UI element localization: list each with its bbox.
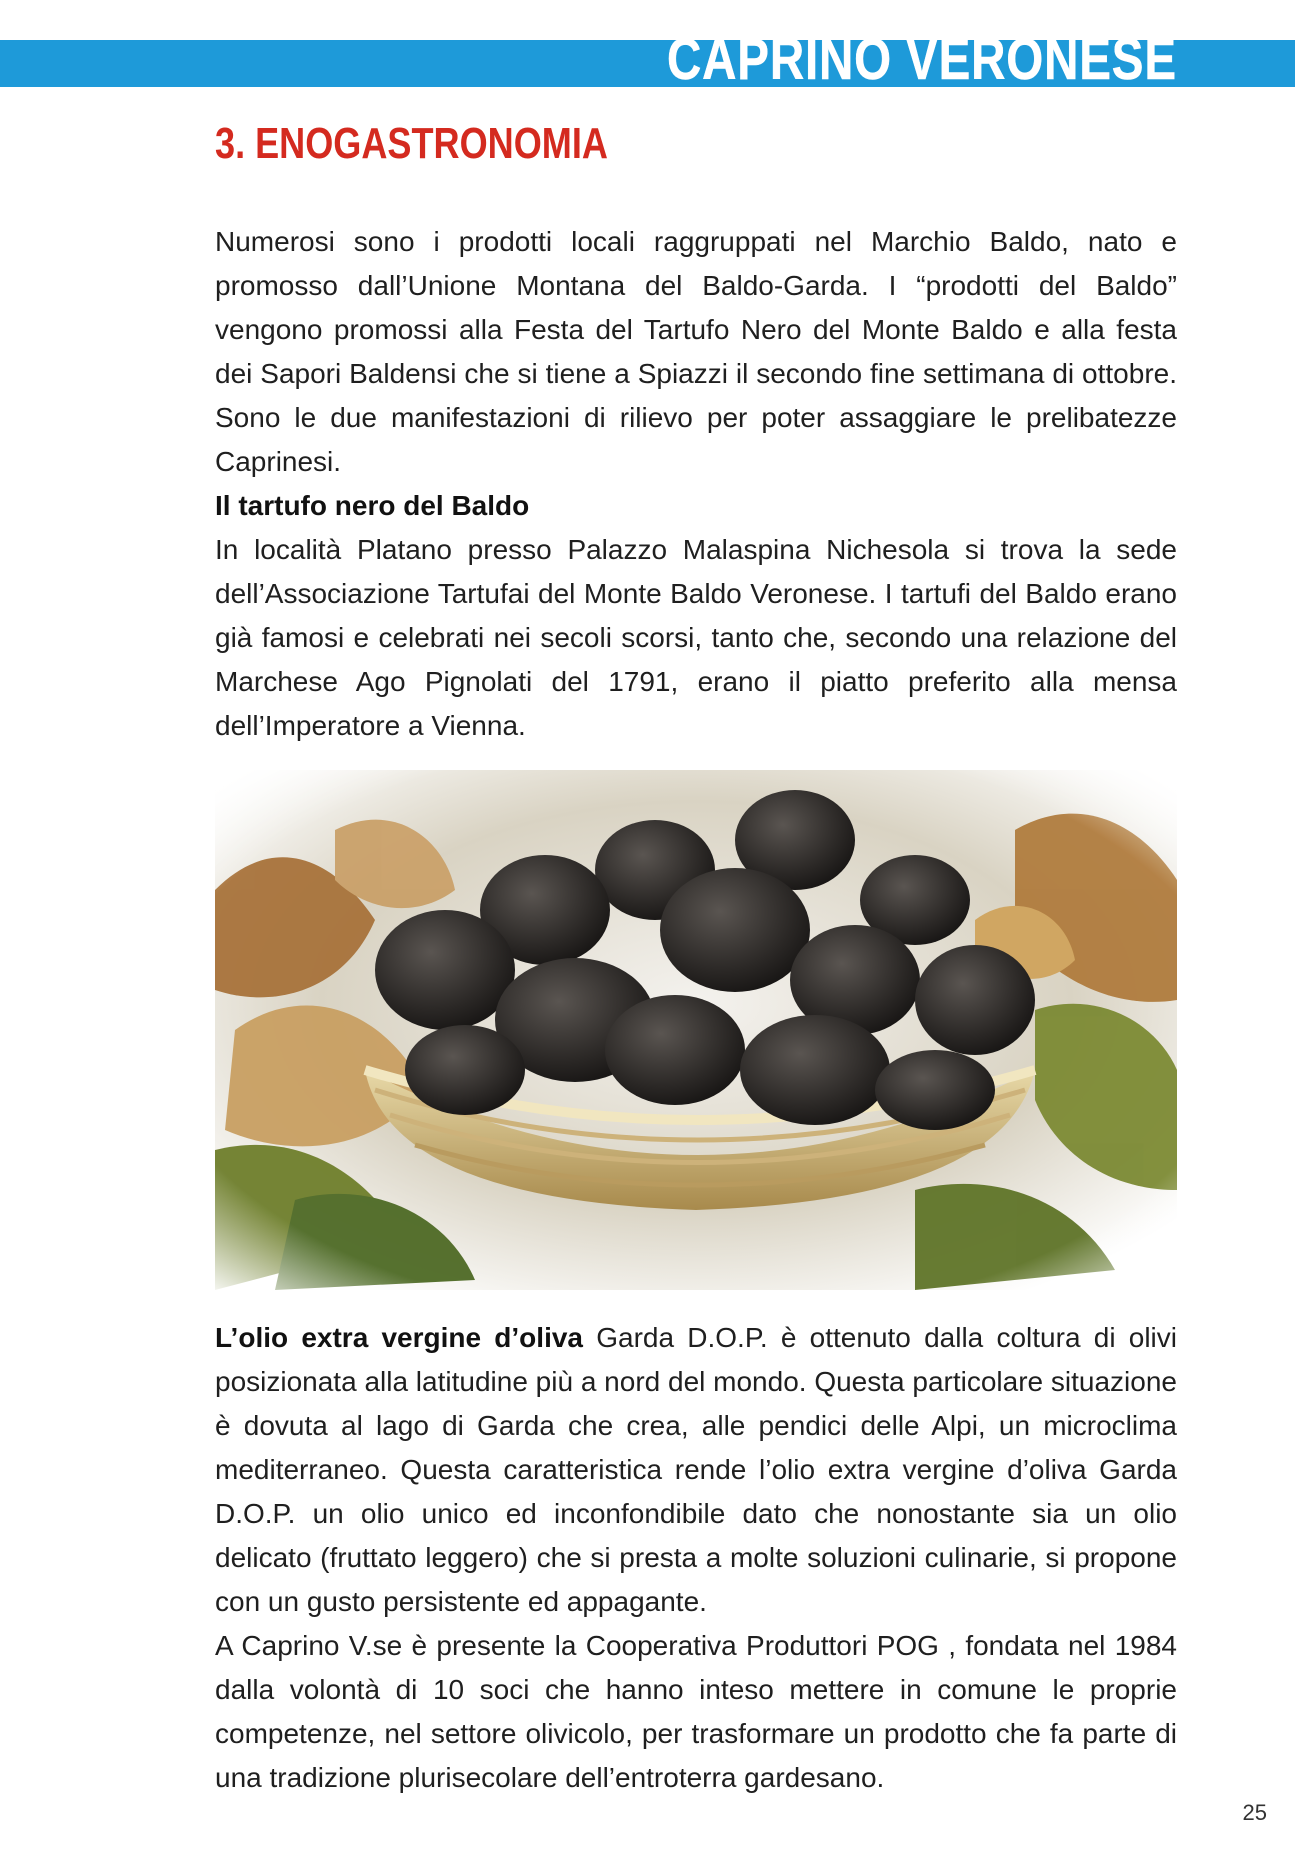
tartufo-section — [215, 484, 1177, 748]
tartufo-text: In località Platano presso Palazzo Malaspina Nichesola si trova la sede dell’Associazione Tartufai del Monte Baldo Veronese. I tartufi del Baldo erano già famosi e celebrati nei secoli scorsi, tanto che, secondo una relazione del Marchese Ago Pignolati del 1791, erano il piatto preferito alla mensa dell’Imperatore a Vienna. — [215, 534, 1177, 741]
intro-text: Numerosi sono i prodotti locali raggruppati nel Marchio Baldo, nato e promosso dall’Unione Montana del Baldo-Garda. I “prodotti del Baldo” vengono promossi alla Festa del Tartufo Nero del Monte Baldo e alla festa dei Sapori Baldensi che si tiene a Spiazzi il secondo fine settimana di ottobre. Sono le due manifestazioni di rilievo per poter assaggiare le prelibatezze Caprinesi. — [215, 226, 1177, 477]
document-title: CAPRINO VERONESE — [667, 27, 1177, 92]
tartufo-heading: Il tartufo nero del Baldo — [215, 490, 530, 521]
section-title: 3. ENOGASTRONOMIA — [215, 119, 608, 168]
coop-paragraph: A Caprino V.se è presente la Cooperativa Produttori POG , fondata nel 1984 dalla volontà di 10 soci che hanno inteso mettere in comune le proprie competenze, nel settore olivicolo, per trasformare un prodotto che fa parte di una tradizione plurisecolare dell’entroterra gardesano. — [215, 1630, 1177, 1793]
truffle-basket-photo — [215, 770, 1177, 1290]
olio-text: Garda D.O.P. è ottenuto dalla coltura di olivi posizionata alla latitudine più a nord del mondo. Questa particolare situazione è dovuta al lago di Garda che crea, alle pendici delle Alpi, un microclima mediterraneo. Questa caratteristica rende l’olio extra vergine d’oliva Garda D.O.P. un olio unico ed inconfondibile dato che nonostante sia un olio delicato (fruttato leggero) che si presta a molte soluzioni culinarie, si propone con un gusto persistente ed appagante. — [215, 1322, 1177, 1617]
olio-lead: L’olio extra vergine d’oliva — [215, 1322, 583, 1353]
page-number: 25 — [1242, 1800, 1267, 1825]
olio-paragraph — [215, 1316, 1177, 1624]
olio-section — [215, 1316, 1177, 1800]
intro-paragraph — [215, 220, 1177, 484]
